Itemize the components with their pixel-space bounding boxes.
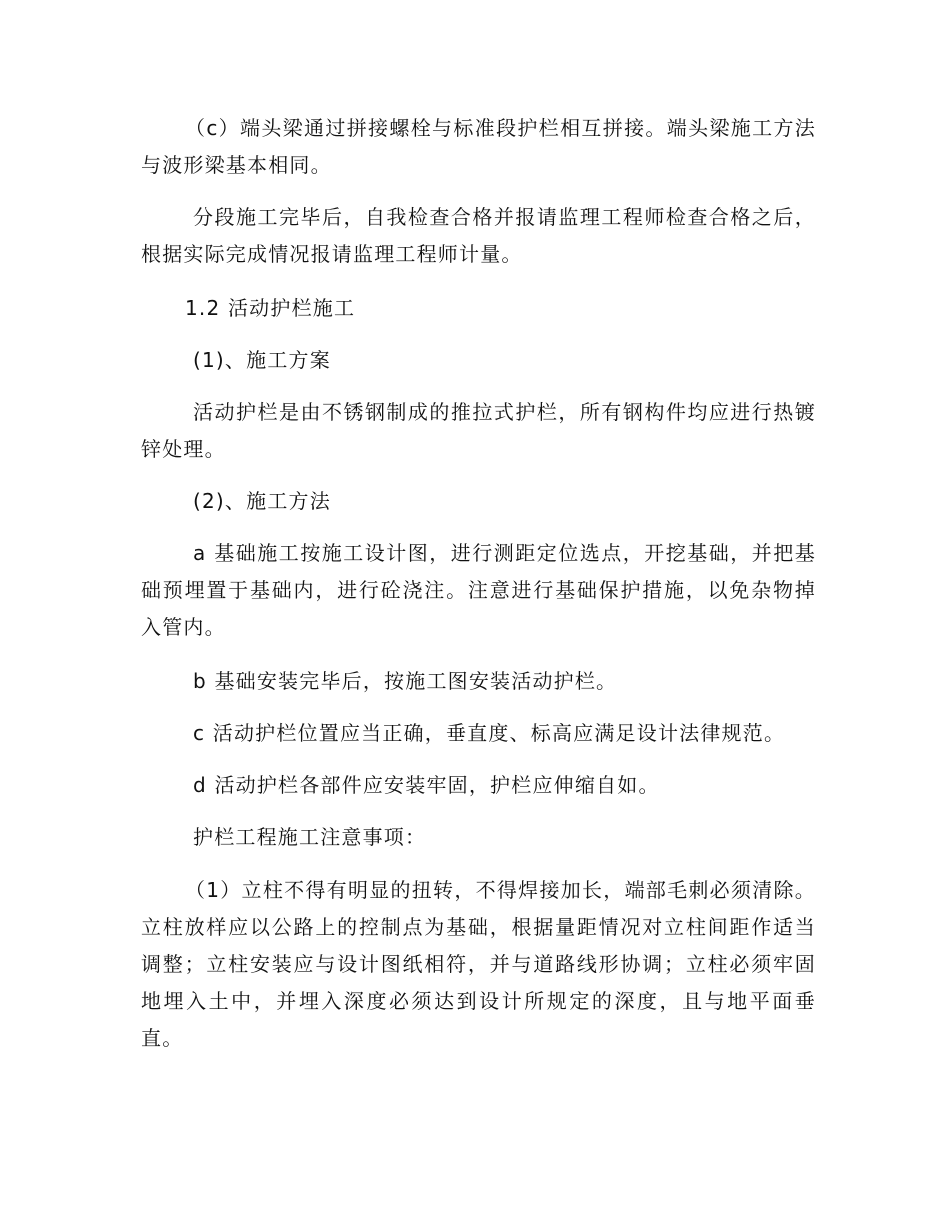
subheading-construction-plan: (1)、施工方案 (193, 348, 331, 372)
subheading-construction-method: (2)、施工方法 (193, 489, 331, 513)
paragraph-guardrail-material: 活动护栏是由不锈钢制成的推拉式护栏，所有钢构件均应进行热镀锌处理。 (141, 400, 816, 461)
paragraph-step-d: d 活动护栏各部件应安装牢固，护栏应伸缩自如。 (193, 773, 660, 797)
paragraph-end-beam: （c）端头梁通过拼接螺栓与标准段护栏相互拼接。端头梁施工方法与波形梁基本相同。 (141, 116, 816, 177)
paragraph-step-a: a 基础施工按施工设计图，进行测距定位选点，开挖基础，并把基础预埋置于基础内，进行砼浇注。注意进行基础保护措施，以免杂物掉入管内。 (141, 541, 816, 639)
subheading-precautions: 护栏工程施工注意事项： (193, 825, 427, 849)
paragraph-precaution-1: （1）立柱不得有明显的扭转，不得焊接加长，端部毛刺必须清除。立柱放样应以公路上的控制点为基础，根据量距情况对立柱间距作适当调整；立柱安装应与设计图纸相符，并与道路线形协调；立柱必须牢固地埋入土中，并埋入深度必须达到设计所规定的深度，且与地平面垂直。 (141, 878, 816, 1050)
paragraph-step-c: c 活动护栏位置应当正确，垂直度、标高应满足设计法律规范。 (193, 721, 786, 745)
section-heading-movable-guardrail: 1.2 活动护栏施工 (185, 296, 356, 320)
paragraph-segment-inspection: 分段施工完毕后，自我检查合格并报请监理工程师检查合格之后，根据实际完成情况报请监理工程师计量。 (141, 205, 816, 266)
paragraph-step-b: b 基础安装完毕后，按施工图安装活动护栏。 (193, 669, 618, 693)
